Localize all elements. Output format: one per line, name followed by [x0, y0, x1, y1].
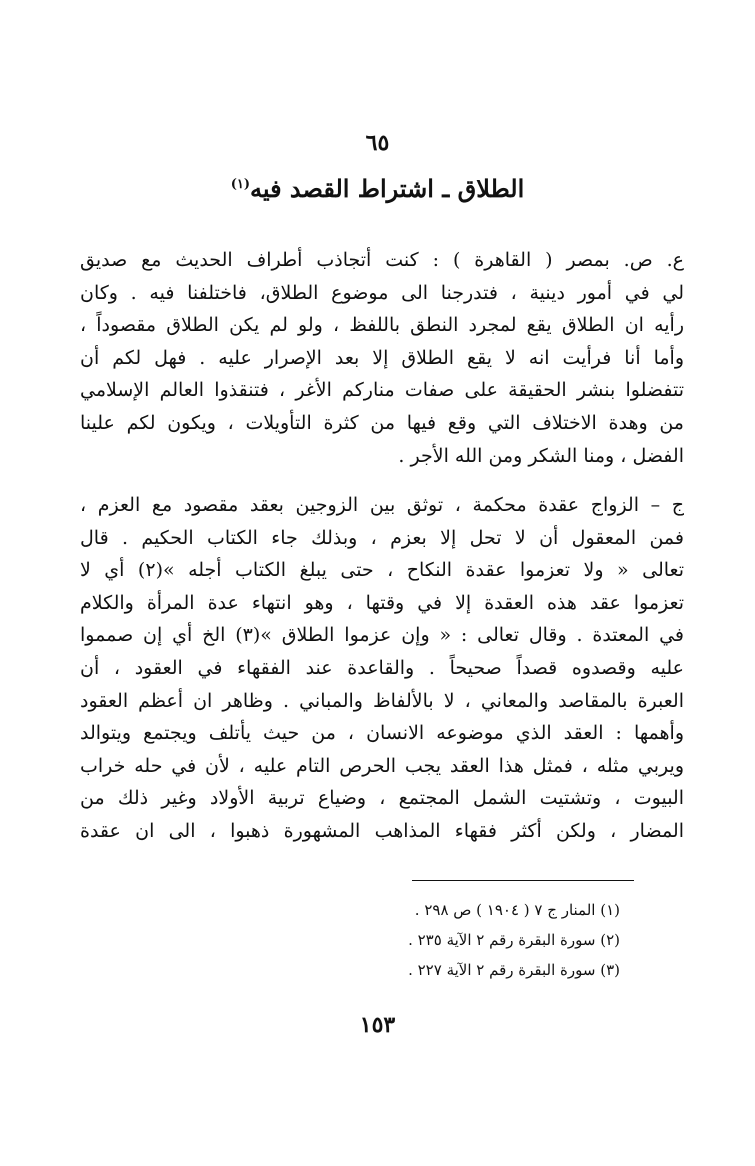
article-title-text: الطلاق ـ اشتراط القصد فيه [249, 174, 525, 203]
answer-line: فمن المعقول أن لا تحل إلا بعزم ، وبذلك جاء الكتاب الحكيم . قال [80, 526, 684, 549]
answer-line: وأهمها : العقد الذي موضوعه الانسان ، من حيث يأتلف ويجتمع ويتوالد [80, 722, 684, 745]
answer-line: ج – الزواج عقدة محكمة ، توثق بين الزوجين بعقد مقصود مع العزم ، [80, 494, 684, 516]
question-paragraph [80, 244, 684, 472]
question-line: وأما أنا فرأيت انه لا يقع الطلاق إلا بعد الإصرار عليه . فهل لكم أن [80, 346, 684, 369]
answer-line: البيوت ، وتشتيت الشمل المجتمع ، وضياع تربية الأولاد وغير ذلك من [80, 787, 684, 810]
answer-line: العبرة بالمقاصد والمعاني ، لا بالألفاظ والمباني . وظاهر ان أعظم العقود [80, 689, 684, 712]
question-line: الفضل ، ومنا الشكر ومن الله الأجر . [398, 444, 684, 467]
answer-line: تعزموا عقد هذه العقدة إلا في وقتها ، وهو انتهاء عدة المرأة والكلام [80, 591, 684, 614]
answer-paragraph [80, 489, 684, 848]
title-footnote-marker: (١) [230, 177, 250, 192]
answer-line: تعالى « ولا تعزموا عقدة النكاح ، حتى يبلغ الكتاب أجله »(٢) أي لا [80, 559, 684, 582]
question-line: رأيه ان الطلاق يقع لمجرد النطق باللفظ ، ولو لم يكن الطلاق مقصوداً ، [80, 314, 684, 337]
footnote-1: (١) المنار ج ٧ ( ١٩٠٤ ) ص ٢٩٨ . [414, 901, 620, 919]
answer-line: عليه وقصدوه قصداً صحيحاً . والقاعدة عند الفقهاء في العقود ، أن [80, 656, 684, 679]
page-number: ١٥٣ [359, 1012, 396, 1038]
answer-line: المضار ، ولكن أكثر فقهاء المذاهب المشهورة ذهبوا ، الى ان عقدة [80, 819, 684, 842]
answer-line: ويربي مثله ، فمثل هذا العقد يجب الحرص التام عليه ، لأن في حله خراب [80, 754, 684, 777]
footnote-divider [412, 880, 634, 881]
answer-line: في المعتدة . وقال تعالى : « وإن عزموا الطلاق »(٣) الخ أي إن صمموا [80, 624, 684, 647]
article-number: ٦٥ [365, 130, 390, 156]
question-line: تتفضلوا بنشر الحقيقة على صفات منارکم الأغر ، فتنقذوا العالم الإسلامي [80, 379, 684, 402]
footnotes [330, 895, 620, 985]
footnote-2: (٢) سورة البقرة رقم ٢ الآية ٢٣٥ . [408, 931, 620, 949]
question-line: من وهدة الاختلاف التي وقع فيها من كثرة التأويلات ، ويكون لكم علينا [80, 411, 684, 434]
question-line: ع. ص. بمصر ( القاهرة ) : كنت أتجاذب أطراف الحديث مع صديق [80, 249, 684, 271]
article-title [0, 174, 755, 203]
question-line: لي في أمور دينية ، فتدرجنا الى موضوع الطلاق، فاختلفنا فيه . وكان [80, 281, 684, 304]
footnote-3: (٣) سورة البقرة رقم ٢ الآية ٢٢٧ . [408, 961, 620, 979]
